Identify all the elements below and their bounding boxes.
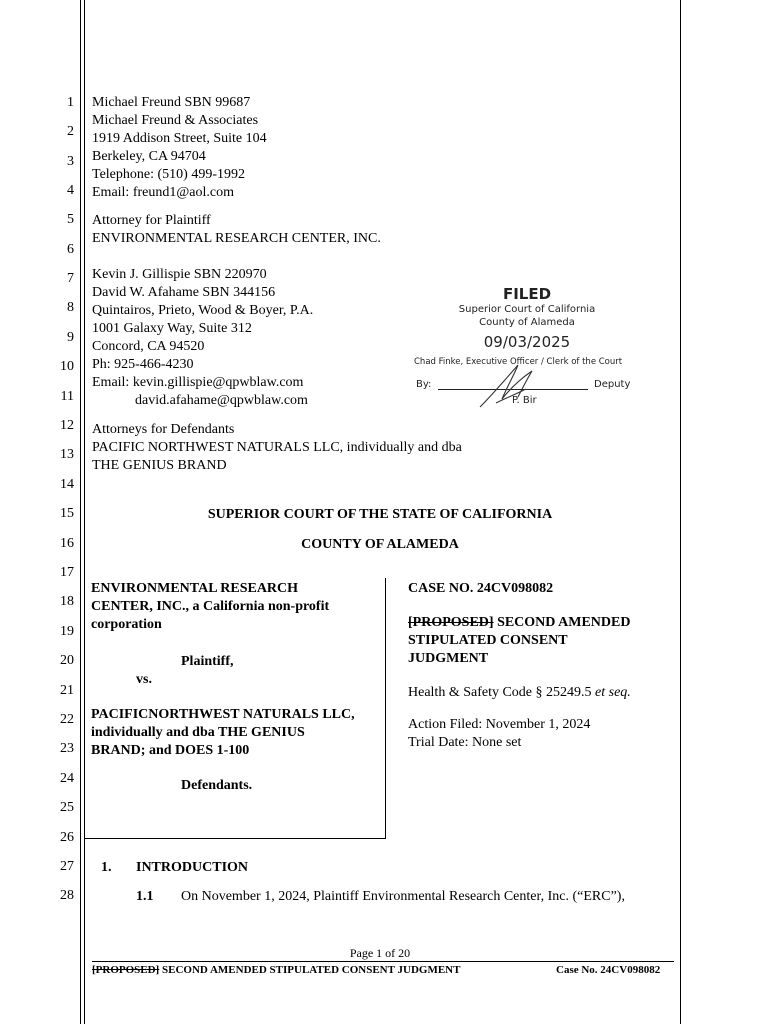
client-name: THE GENIUS BRAND xyxy=(92,458,227,473)
paragraph-text: On November 1, 2024, Plaintiff Environmental Research Center, Inc. (“ERC”), xyxy=(181,889,625,904)
line-number: 19 xyxy=(60,624,74,639)
title-line: JUDGMENT xyxy=(408,651,489,666)
line-number: 10 xyxy=(60,359,74,374)
line-number: 12 xyxy=(60,418,74,433)
line-number: 3 xyxy=(67,154,74,169)
counsel-role: Attorney for Plaintiff xyxy=(92,213,211,228)
statute-reference xyxy=(408,684,631,702)
line-number: 17 xyxy=(60,565,74,580)
city-address: Concord, CA 94520 xyxy=(92,339,205,354)
stamp-deputy: Deputy xyxy=(594,379,631,390)
plaintiff-label: Plaintiff, xyxy=(181,654,234,669)
action-filed-date: Action Filed: November 1, 2024 xyxy=(408,717,591,732)
line-number: 2 xyxy=(67,124,74,139)
line-number: 22 xyxy=(60,712,74,727)
line-number: 21 xyxy=(60,683,74,698)
line-number: 15 xyxy=(60,506,74,521)
line-number: 14 xyxy=(60,477,74,492)
line-number: 4 xyxy=(67,183,74,198)
section-heading: INTRODUCTION xyxy=(136,860,249,875)
stamp-by: By: xyxy=(416,379,432,390)
line-number: 6 xyxy=(67,242,74,257)
client-name: PACIFIC NORTHWEST NATURALS LLC, individually and dba xyxy=(92,440,462,455)
defendant-party: individually and dba THE GENIUS xyxy=(91,725,305,740)
stamp-clerk: Chad Finke, Executive Officer / Clerk of the Court xyxy=(414,357,623,367)
attorney-name: David W. Afahame SBN 344156 xyxy=(92,285,276,300)
stamp-court: Superior Court of California xyxy=(458,304,596,315)
footer-rule xyxy=(92,961,674,962)
footer-proposed-strikethrough: [PROPOSED] xyxy=(92,964,160,976)
document-title xyxy=(408,614,630,632)
plaintiff-party: ENVIRONMENTAL RESEARCH xyxy=(91,581,299,596)
stamp-date: 09/03/2025 xyxy=(483,333,571,351)
line-number: 18 xyxy=(60,594,74,609)
plaintiff-party: CENTER, INC., a California non-profit xyxy=(91,599,330,614)
email: david.afahame@qpwblaw.com xyxy=(135,393,308,408)
section-number: 1. xyxy=(101,860,112,875)
statute-text: Health & Safety Code § 25249.5 xyxy=(408,685,596,700)
left-margin-rule-outer xyxy=(80,0,81,1024)
firm-name: Quintairos, Prieto, Wood & Boyer, P.A. xyxy=(92,303,314,318)
street-address: 1919 Addison Street, Suite 104 xyxy=(92,131,267,146)
line-number: 23 xyxy=(60,741,74,756)
stamp-clerk-name: P. Bir xyxy=(512,395,537,406)
stamp-county: County of Alameda xyxy=(479,317,575,328)
counsel-role: Attorneys for Defendants xyxy=(92,422,235,437)
defendant-party: BRAND; and DOES 1-100 xyxy=(91,743,250,758)
email: Email: kevin.gillispie@qpwblaw.com xyxy=(92,375,304,390)
line-number: 11 xyxy=(60,389,74,404)
court-name: SUPERIOR COURT OF THE STATE OF CALIFORNIA xyxy=(207,507,553,522)
stamp-filed: FILED xyxy=(502,285,552,303)
right-margin-rule xyxy=(680,0,681,1024)
line-number: 13 xyxy=(60,447,74,462)
client-name: ENVIRONMENTAL RESEARCH CENTER, INC. xyxy=(92,231,381,246)
court-county: COUNTY OF ALAMEDA xyxy=(301,537,459,552)
line-number: 25 xyxy=(60,800,74,815)
telephone: Ph: 925-466-4230 xyxy=(92,357,194,372)
telephone: Telephone: (510) 499-1992 xyxy=(92,167,245,182)
line-number: 8 xyxy=(67,300,74,315)
trial-date: Trial Date: None set xyxy=(408,735,522,750)
paragraph-number: 1.1 xyxy=(136,889,154,904)
line-number: 7 xyxy=(67,271,74,286)
line-number: 1 xyxy=(67,95,74,110)
attorney-name: Michael Freund SBN 99687 xyxy=(92,95,251,110)
proposed-strikethrough: [PROPOSED] xyxy=(408,615,494,630)
footer-title xyxy=(92,963,460,977)
defendant-label: Defendants. xyxy=(181,778,253,793)
defendant-party: PACIFICNORTHWEST NATURALS LLC, xyxy=(91,707,355,722)
title-line: STIPULATED CONSENT xyxy=(408,633,568,648)
line-number: 20 xyxy=(60,653,74,668)
attorney-name: Kevin J. Gillispie SBN 220970 xyxy=(92,267,267,282)
footer-case-number: Case No. 24CV098082 xyxy=(556,964,661,976)
line-number: 27 xyxy=(60,859,74,874)
statute-et-seq: et seq. xyxy=(595,685,631,700)
line-number: 28 xyxy=(60,888,74,903)
street-address: 1001 Galaxy Way, Suite 312 xyxy=(92,321,252,336)
city-address: Berkeley, CA 94704 xyxy=(92,149,206,164)
firm-name: Michael Freund & Associates xyxy=(92,113,259,128)
filed-stamp xyxy=(414,285,640,415)
versus-label: vs. xyxy=(136,672,152,687)
line-number: 5 xyxy=(67,212,74,227)
footer-title-text: SECOND AMENDED STIPULATED CONSENT JUDGMENT xyxy=(159,964,461,976)
line-number: 26 xyxy=(60,830,74,845)
email: Email: freund1@aol.com xyxy=(92,185,234,200)
plaintiff-party: corporation xyxy=(91,617,162,632)
line-number: 9 xyxy=(67,330,74,345)
page-number: Page 1 of 20 xyxy=(349,946,411,960)
line-number: 24 xyxy=(60,771,74,786)
case-number: CASE NO. 24CV098082 xyxy=(408,581,554,596)
line-number: 16 xyxy=(60,536,74,551)
title-line: SECOND AMENDED xyxy=(493,615,631,630)
